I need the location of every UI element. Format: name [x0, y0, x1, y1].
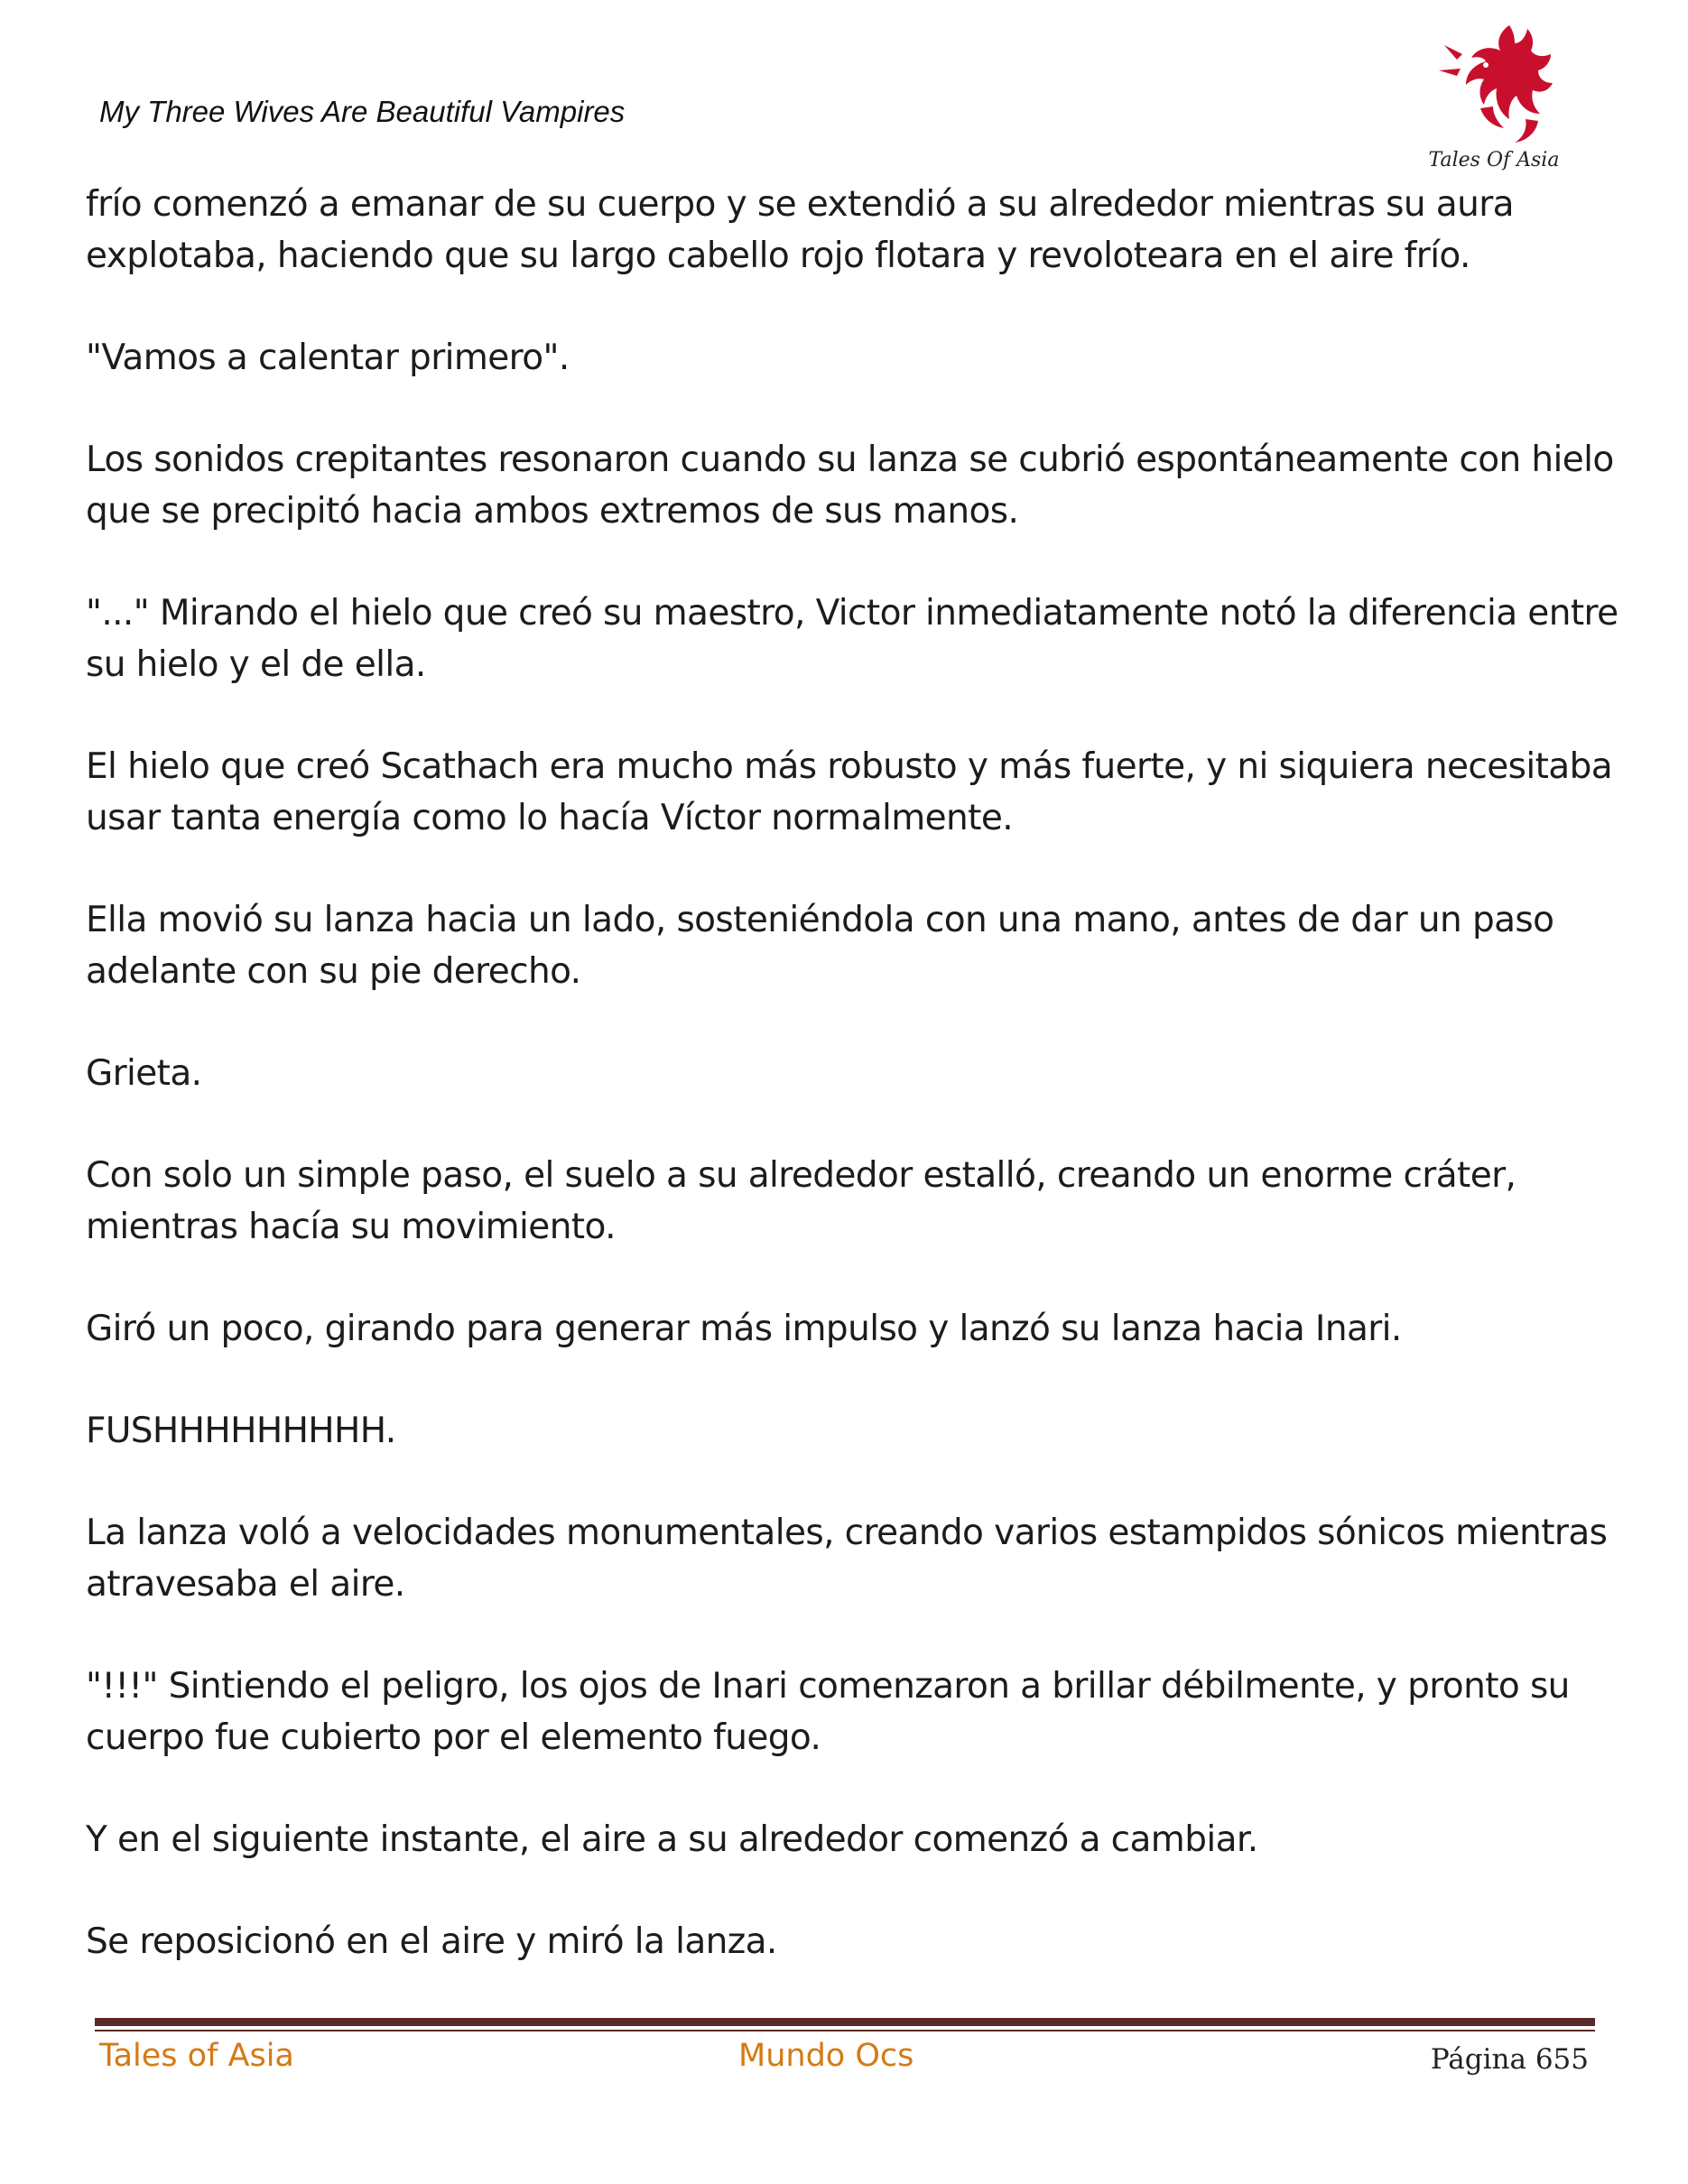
paragraph: "!!!" Sintiendo el peligro, los ojos de Inari comenzaron a brillar débilmente, y pronto su cuerpo fue cubierto por el elemento fuego. — [86, 1666, 1570, 1758]
paragraph: Se reposicionó en el aire y miró la lanza. — [86, 1921, 777, 1962]
paragraph: frío comenzó a emanar de su cuerpo y se extendió a su alrededor mientras su aura explotaba, haciendo que su largo cabello rojo flotara y revoloteara en el aire frío. — [86, 184, 1514, 276]
footer-translator: Mundo Ocs — [738, 2038, 914, 2074]
paragraph: Con solo un simple paso, el suelo a su alrededor estalló, creando un enorme cráter, mientras hacía su movimiento. — [86, 1155, 1516, 1247]
dragon-logo-icon — [1426, 18, 1562, 180]
footer-divider — [95, 2018, 1595, 2026]
footer-divider-thin — [95, 2030, 1595, 2031]
paragraph: "..." Mirando el hielo que creó su maestro, Victor inmediatamente notó la diferencia entre su hielo y el de ella. — [86, 593, 1618, 685]
paragraph: FUSHHHHHHHHH. — [86, 1411, 396, 1451]
paragraph: Ella movió su lanza hacia un lado, sosteniéndola con una mano, antes de dar un paso adelante con su pie derecho. — [86, 900, 1554, 992]
paragraph: "Vamos a calentar primero". — [86, 338, 570, 378]
logo-text: Tales Of Asia — [1428, 149, 1560, 171]
book-title: My Three Wives Are Beautiful Vampires — [99, 95, 626, 128]
footer-site-name: Tales of Asia — [99, 2038, 294, 2074]
page-number: Página 655 — [1430, 2043, 1589, 2076]
paragraph: Y en el siguiente instante, el aire a su alrededor comenzó a cambiar. — [86, 1819, 1258, 1860]
paragraph: La lanza voló a velocidades monumentales, creando varios estampidos sónicos mientras atravesaba el aire. — [86, 1513, 1608, 1605]
paragraph: Grieta. — [86, 1053, 202, 1094]
paragraph: Giró un poco, girando para generar más impulso y lanzó su lanza hacia Inari. — [86, 1309, 1402, 1349]
chapter-body — [86, 179, 1620, 2018]
paragraph: Los sonidos crepitantes resonaron cuando su lanza se cubrió espontáneamente con hielo que se precipitó hacia ambos extremos de sus manos. — [86, 440, 1614, 532]
paragraph: El hielo que creó Scathach era mucho más robusto y más fuerte, y ni siquiera necesitaba usar tanta energía como lo hacía Víctor normalmente. — [86, 746, 1613, 838]
